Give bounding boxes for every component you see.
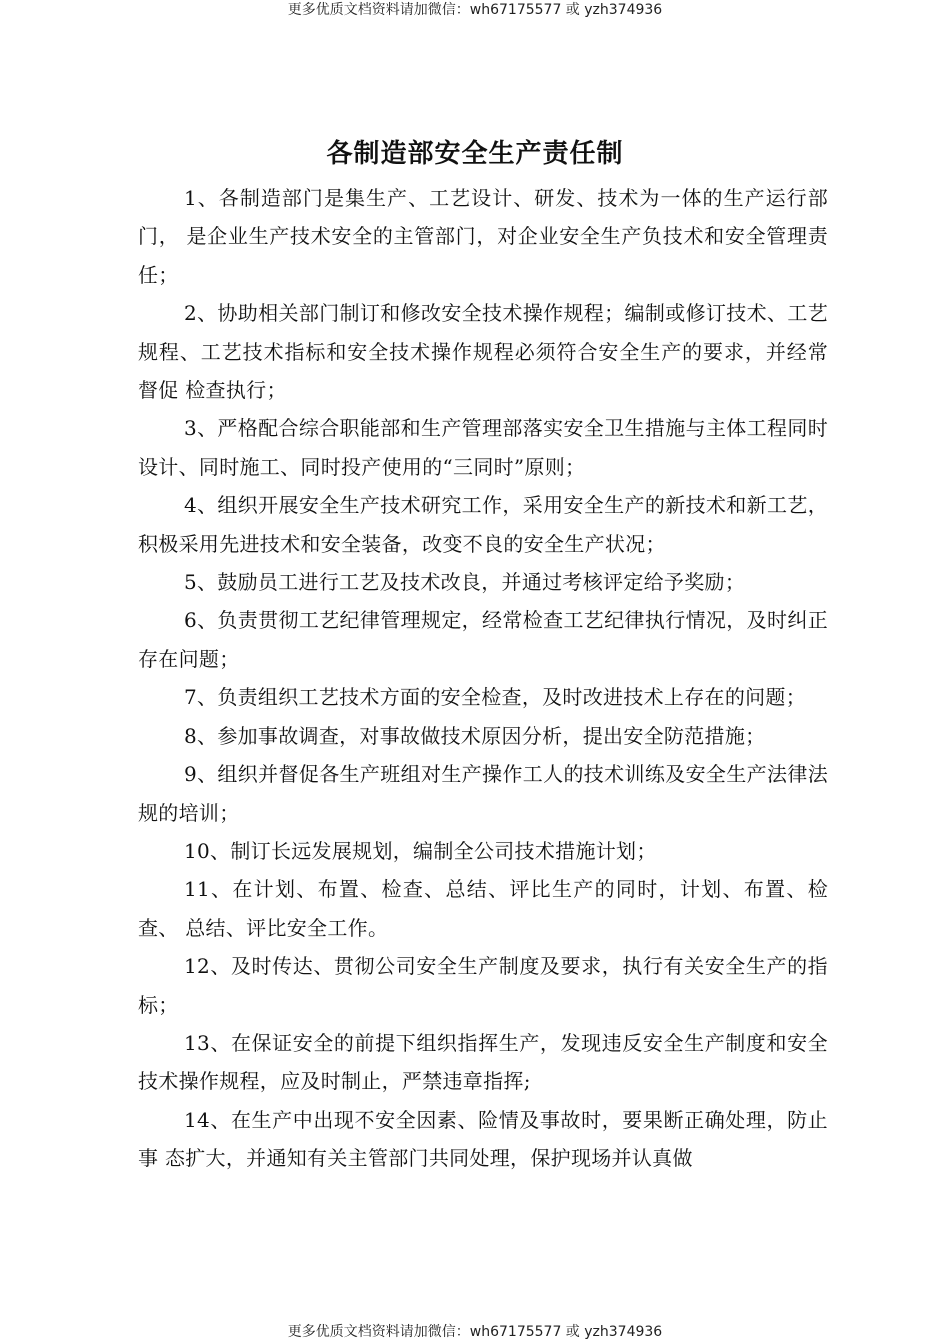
paragraph-13: 13、在保证安全的前提下组织指挥生产，发现违反安全生产制度和安全技术操作规程，应及时制止，严禁违章指挥; xyxy=(138,1030,828,1094)
document-body xyxy=(138,179,828,1178)
paragraph-7: 7、负责组织工艺技术方面的安全检查，及时改进技术上存在的问题； xyxy=(184,685,807,710)
paragraph-11: 11、在计划、布置、检查、总结、评比生产的同时，计划、布置、检查、 总结、评比安全工作。 xyxy=(138,877,828,940)
paragraph-14: 14、在生产中出现不安全因素、险情及事故时，要果断正确处理，防止事 态扩大，并通知有关主管部门共同处理，保护现场并认真做 xyxy=(138,1107,828,1171)
paragraph-10: 10、制订长远发展规划，编制全公司技术措施计划； xyxy=(184,838,657,863)
header-watermark: 更多优质文档资料请加微信：wh67175577 或 yzh374936 xyxy=(287,2,663,18)
paragraph-8: 8、参加事故调查，对事故做技术原因分析，提出安全防范措施； xyxy=(184,723,766,748)
paragraph-3: 3、严格配合综合职能部和生产管理部落实安全卫生措施与主体工程同时 设计、同时施工、同时投产使用的“三同时”原则； xyxy=(138,416,828,479)
paragraph-5: 5、鼓励员工进行工艺及技术改良，并通过考核评定给予奖励； xyxy=(184,570,746,595)
document-title: 各制造部安全生产责任制 xyxy=(326,139,624,169)
paragraph-9: 9、组织并督促各生产班组对生产操作工人的技术训练及安全生产法律法 规的培训； xyxy=(138,762,828,825)
footer-watermark: 更多优质文档资料请加微信：wh67175577 或 yzh374936 xyxy=(287,1324,663,1340)
paragraph-1: 1、各制造部门是集生产、工艺设计、研发、技术为一体的生产运行部门， 是企业生产技术安全的主管部门，对企业安全生产负技术和安全管理责任； xyxy=(138,186,828,287)
paragraph-2: 2、协助相关部门制订和修改安全技术操作规程；编制或修订技术、工艺 规程、工艺技术指标和安全技术操作规程必须符合安全生产的要求，并经常督促 检查执行； xyxy=(138,301,828,403)
paragraph-4: 4、组织开展安全生产技术研究工作，采用安全生产的新技术和新工艺， 积极采用先进技术和安全装备，改变不良的安全生产状况； xyxy=(138,493,828,556)
paragraph-6: 6、负责贯彻工艺纪律管理规定，经常检查工艺纪律执行情况，及时纠正 存在问题； xyxy=(138,608,828,671)
paragraph-12: 12、及时传达、贯彻公司安全生产制度及要求，执行有关安全生产的指标； xyxy=(138,954,828,1017)
